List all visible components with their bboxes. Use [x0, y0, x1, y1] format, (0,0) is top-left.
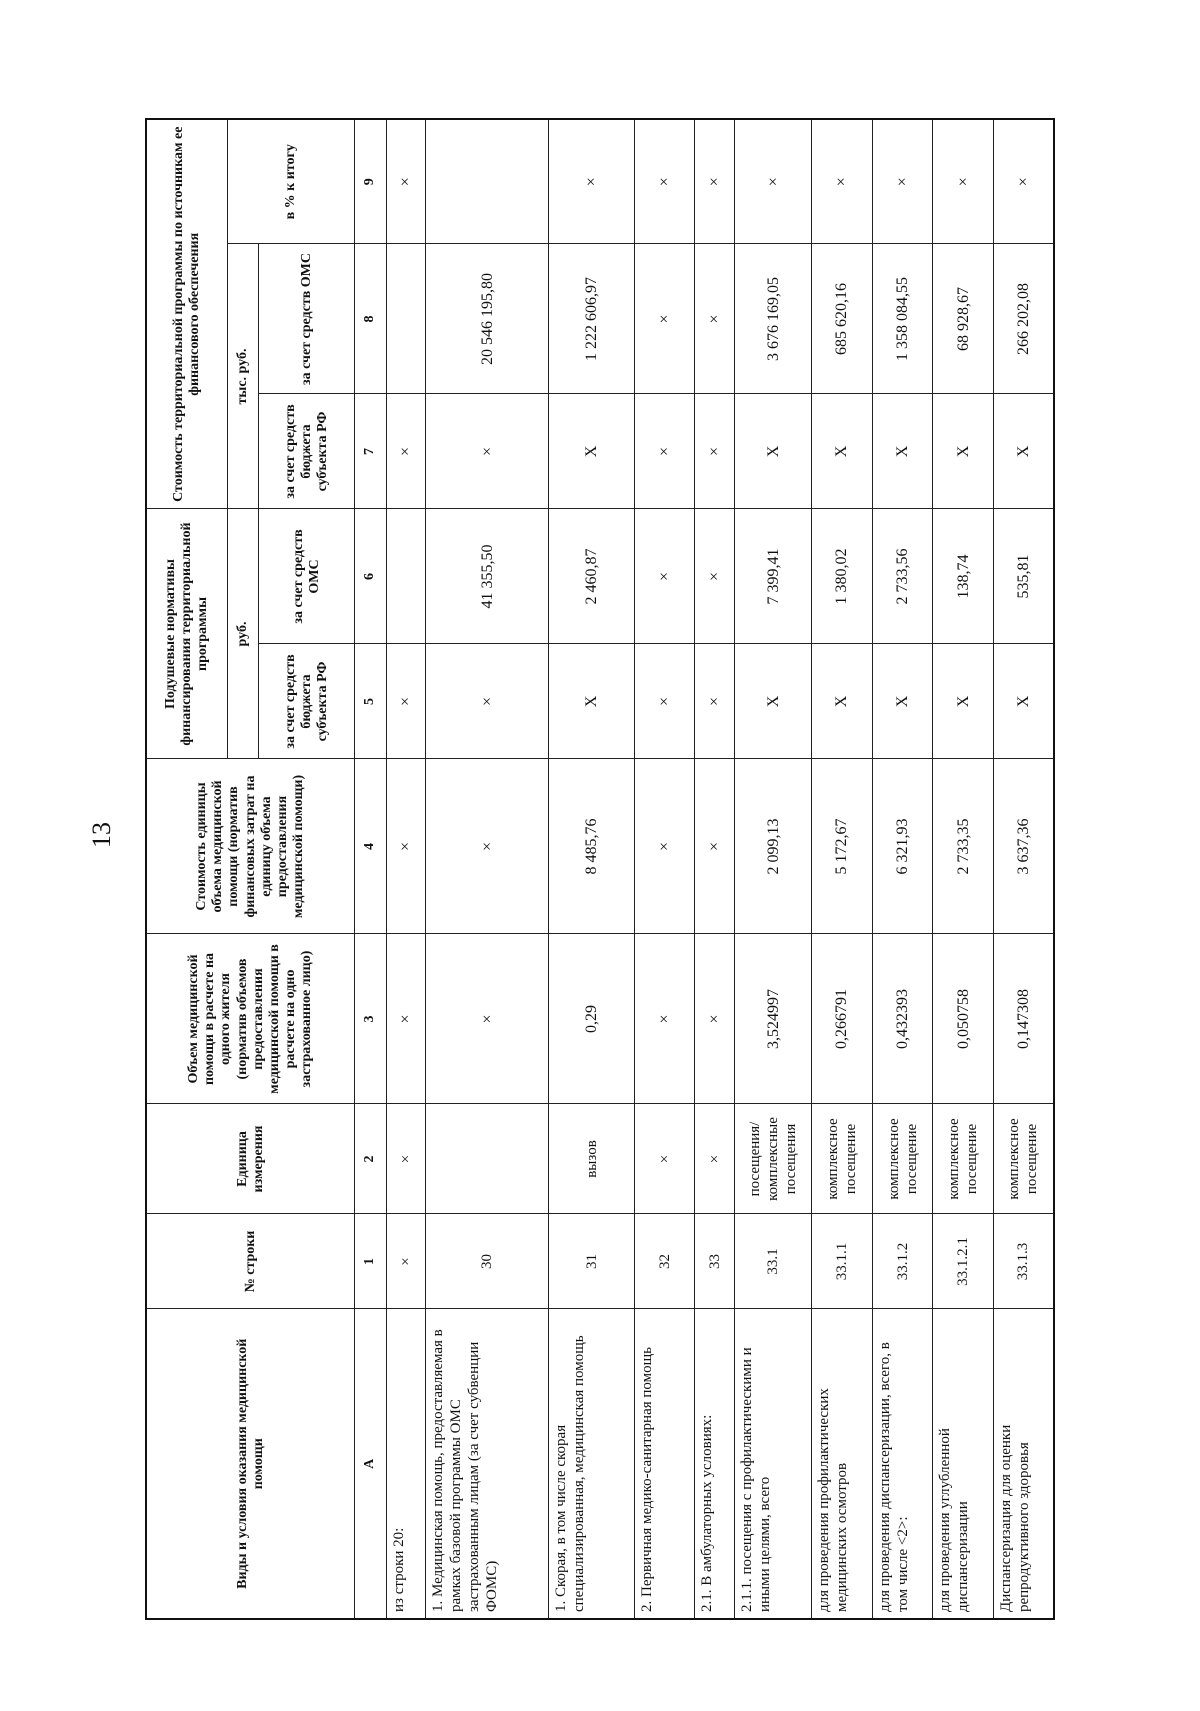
row-norm-budget: X — [735, 644, 812, 759]
row-volume: × — [426, 934, 549, 1104]
row-norm-budget: X — [812, 644, 873, 759]
row-cost-budget: X — [735, 394, 812, 509]
row-norm-oms: 138,74 — [933, 509, 994, 644]
row-cost-oms: 1 222 606,97 — [549, 244, 635, 394]
row-name: для проведения профилактических медицинских осмотров — [812, 1309, 873, 1619]
row-unit-cost: × — [386, 759, 426, 934]
row-cost-oms: 3 676 169,05 — [735, 244, 812, 394]
table-row — [872, 119, 933, 1619]
row-unit: посещения/комплексные посещения — [735, 1104, 812, 1214]
row-percent: × — [634, 119, 695, 244]
row-cost-oms — [386, 244, 426, 394]
page-number: 13 — [87, 822, 116, 848]
index-cell: А — [355, 1309, 386, 1619]
row-cost-oms: 1 358 084,55 — [872, 244, 933, 394]
header-norms-unit: руб. — [227, 509, 258, 759]
table-row — [386, 119, 426, 1619]
row-unit: комплексное посещение — [812, 1104, 873, 1214]
row-unit-cost: 2 099,13 — [735, 759, 812, 934]
row-cost-oms: 68 928,67 — [933, 244, 994, 394]
row-norm-budget: X — [872, 644, 933, 759]
row-percent: × — [993, 119, 1054, 244]
header-program-cost: Стоимость территориальной программы по источникам ее финансового обеспечения — [146, 119, 227, 509]
row-cost-budget: × — [386, 394, 426, 509]
row-norm-oms: 535,81 — [993, 509, 1054, 644]
table-row — [634, 119, 695, 1619]
row-norm-oms — [386, 509, 426, 644]
row-number: 33.1.2.1 — [933, 1214, 994, 1309]
index-cell: 3 — [355, 934, 386, 1104]
row-number: × — [386, 1214, 426, 1309]
row-norm-oms: 1 380,02 — [812, 509, 873, 644]
row-norm-budget: × — [426, 644, 549, 759]
table-row — [549, 119, 635, 1619]
row-number: 33.1.2 — [872, 1214, 933, 1309]
header-cost-unit: тыс. руб. — [227, 244, 258, 509]
row-name: из строки 20: — [386, 1309, 426, 1619]
row-name: Диспансеризация для оценки репродуктивного здоровья — [993, 1309, 1054, 1619]
row-unit: комплексное посещение — [872, 1104, 933, 1214]
row-unit-cost: 8 485,76 — [549, 759, 635, 934]
table-row — [933, 119, 994, 1619]
row-unit-cost: × — [426, 759, 549, 934]
index-cell: 7 — [355, 394, 386, 509]
row-cost-budget: × — [426, 394, 549, 509]
row-volume: 0,432393 — [872, 934, 933, 1104]
rotated-table-wrapper — [145, 120, 1055, 1620]
row-number: 33.1.1 — [812, 1214, 873, 1309]
row-percent: × — [695, 119, 735, 244]
row-norm-budget: × — [695, 644, 735, 759]
row-number: 31 — [549, 1214, 635, 1309]
row-unit-cost: × — [695, 759, 735, 934]
row-cost-budget: X — [549, 394, 635, 509]
row-cost-oms: × — [634, 244, 695, 394]
row-unit-cost: 6 321,93 — [872, 759, 933, 934]
row-cost-budget: X — [812, 394, 873, 509]
row-norm-oms: 7 399,41 — [735, 509, 812, 644]
row-norm-oms: 2 460,87 — [549, 509, 635, 644]
row-name: 1. Медицинская помощь, предоставляемая в рамках базовой программы ОМС застрахованным лицам (за счет субвенции ФОМС) — [426, 1309, 549, 1619]
table-row — [993, 119, 1054, 1619]
row-name: 2. Первичная медико-санитарная помощь — [634, 1309, 695, 1619]
header-types: Виды и условия оказания медицинской помощи — [146, 1309, 355, 1619]
index-cell: 4 — [355, 759, 386, 934]
index-cell: 9 — [355, 119, 386, 244]
row-volume: × — [695, 934, 735, 1104]
row-cost-budget: × — [695, 394, 735, 509]
row-percent: × — [386, 119, 426, 244]
row-percent: × — [812, 119, 873, 244]
row-unit: × — [634, 1104, 695, 1214]
financing-table — [145, 118, 1055, 1620]
row-percent: × — [549, 119, 635, 244]
row-volume: 0,29 — [549, 934, 635, 1104]
row-volume: × — [386, 934, 426, 1104]
header-volume: Объем медицинской помощи в расчете на одного жителя (норматив объемов предоставления медицинской помощи в расчете на одно застрахованное лицо) — [146, 934, 355, 1104]
row-volume: 0,147308 — [993, 934, 1054, 1104]
table-row — [735, 119, 812, 1619]
row-unit: комплексное посещение — [933, 1104, 994, 1214]
row-percent — [426, 119, 549, 244]
row-norm-budget: X — [993, 644, 1054, 759]
row-name: 2.1.1. посещения с профилактическими и иными целями, всего — [735, 1309, 812, 1619]
row-cost-oms: 266 202,08 — [993, 244, 1054, 394]
header-cost-budget: за счет средств бюджета субъекта РФ — [259, 394, 355, 509]
row-cost-budget: × — [634, 394, 695, 509]
row-norm-oms: 2 733,56 — [872, 509, 933, 644]
row-unit: × — [386, 1104, 426, 1214]
index-cell: 1 — [355, 1214, 386, 1309]
row-percent: × — [872, 119, 933, 244]
index-cell: 6 — [355, 509, 386, 644]
row-norm-budget: × — [386, 644, 426, 759]
row-norm-budget: × — [634, 644, 695, 759]
index-cell: 8 — [355, 244, 386, 394]
table-row — [426, 119, 549, 1619]
row-number: 32 — [634, 1214, 695, 1309]
row-name: 2.1. В амбулаторных условиях: — [695, 1309, 735, 1619]
row-unit: комплексное посещение — [993, 1104, 1054, 1214]
header-per-capita-norms: Подушевые нормативы финансирования территориальной программы — [146, 509, 227, 759]
table-row — [695, 119, 735, 1619]
row-volume: × — [634, 934, 695, 1104]
row-cost-oms: 685 620,16 — [812, 244, 873, 394]
row-volume: 0,050758 — [933, 934, 994, 1104]
row-unit — [426, 1104, 549, 1214]
row-cost-oms: 20 546 195,80 — [426, 244, 549, 394]
row-name: для проведения углубленной диспансеризации — [933, 1309, 994, 1619]
header-cost-oms: за счет средств ОМС — [259, 244, 355, 394]
header-unit: Единица измерения — [146, 1104, 355, 1214]
row-unit: вызов — [549, 1104, 635, 1214]
header-row-number: № строки — [146, 1214, 355, 1309]
column-index-row — [355, 119, 386, 1619]
row-name: для проведения диспансеризации, всего, в том числе <2>: — [872, 1309, 933, 1619]
row-unit-cost: × — [634, 759, 695, 934]
row-cost-budget: X — [993, 394, 1054, 509]
row-norm-oms: 41 355,50 — [426, 509, 549, 644]
row-norm-budget: X — [933, 644, 994, 759]
header-unit-cost: Стоимость единицы объема медицинской помощи (норматив финансовых затрат на единицу объема предоставления медицинской помощи) — [146, 759, 355, 934]
row-percent: × — [735, 119, 812, 244]
index-cell: 5 — [355, 644, 386, 759]
row-number: 33.1.3 — [993, 1214, 1054, 1309]
row-percent: × — [933, 119, 994, 244]
row-cost-budget: X — [872, 394, 933, 509]
row-cost-budget: X — [933, 394, 994, 509]
header-norm-oms: за счет средств ОМС — [259, 509, 355, 644]
header-percent: в % к итогу — [227, 119, 354, 244]
row-norm-oms: × — [634, 509, 695, 644]
row-norm-oms: × — [695, 509, 735, 644]
index-cell: 2 — [355, 1104, 386, 1214]
row-unit-cost: 3 637,36 — [993, 759, 1054, 934]
row-volume: 3,524997 — [735, 934, 812, 1104]
row-name: 1. Скорая, в том числе скорая специализированная, медицинская помощь — [549, 1309, 635, 1619]
row-volume: 0,266791 — [812, 934, 873, 1104]
row-number: 30 — [426, 1214, 549, 1309]
row-norm-budget: X — [549, 644, 635, 759]
row-unit-cost: 2 733,35 — [933, 759, 994, 934]
row-number: 33.1 — [735, 1214, 812, 1309]
row-unit: × — [695, 1104, 735, 1214]
row-cost-oms: × — [695, 244, 735, 394]
row-unit-cost: 5 172,67 — [812, 759, 873, 934]
table-row — [812, 119, 873, 1619]
row-number: 33 — [695, 1214, 735, 1309]
header-norm-budget: за счет средств бюджета субъекта РФ — [259, 644, 355, 759]
